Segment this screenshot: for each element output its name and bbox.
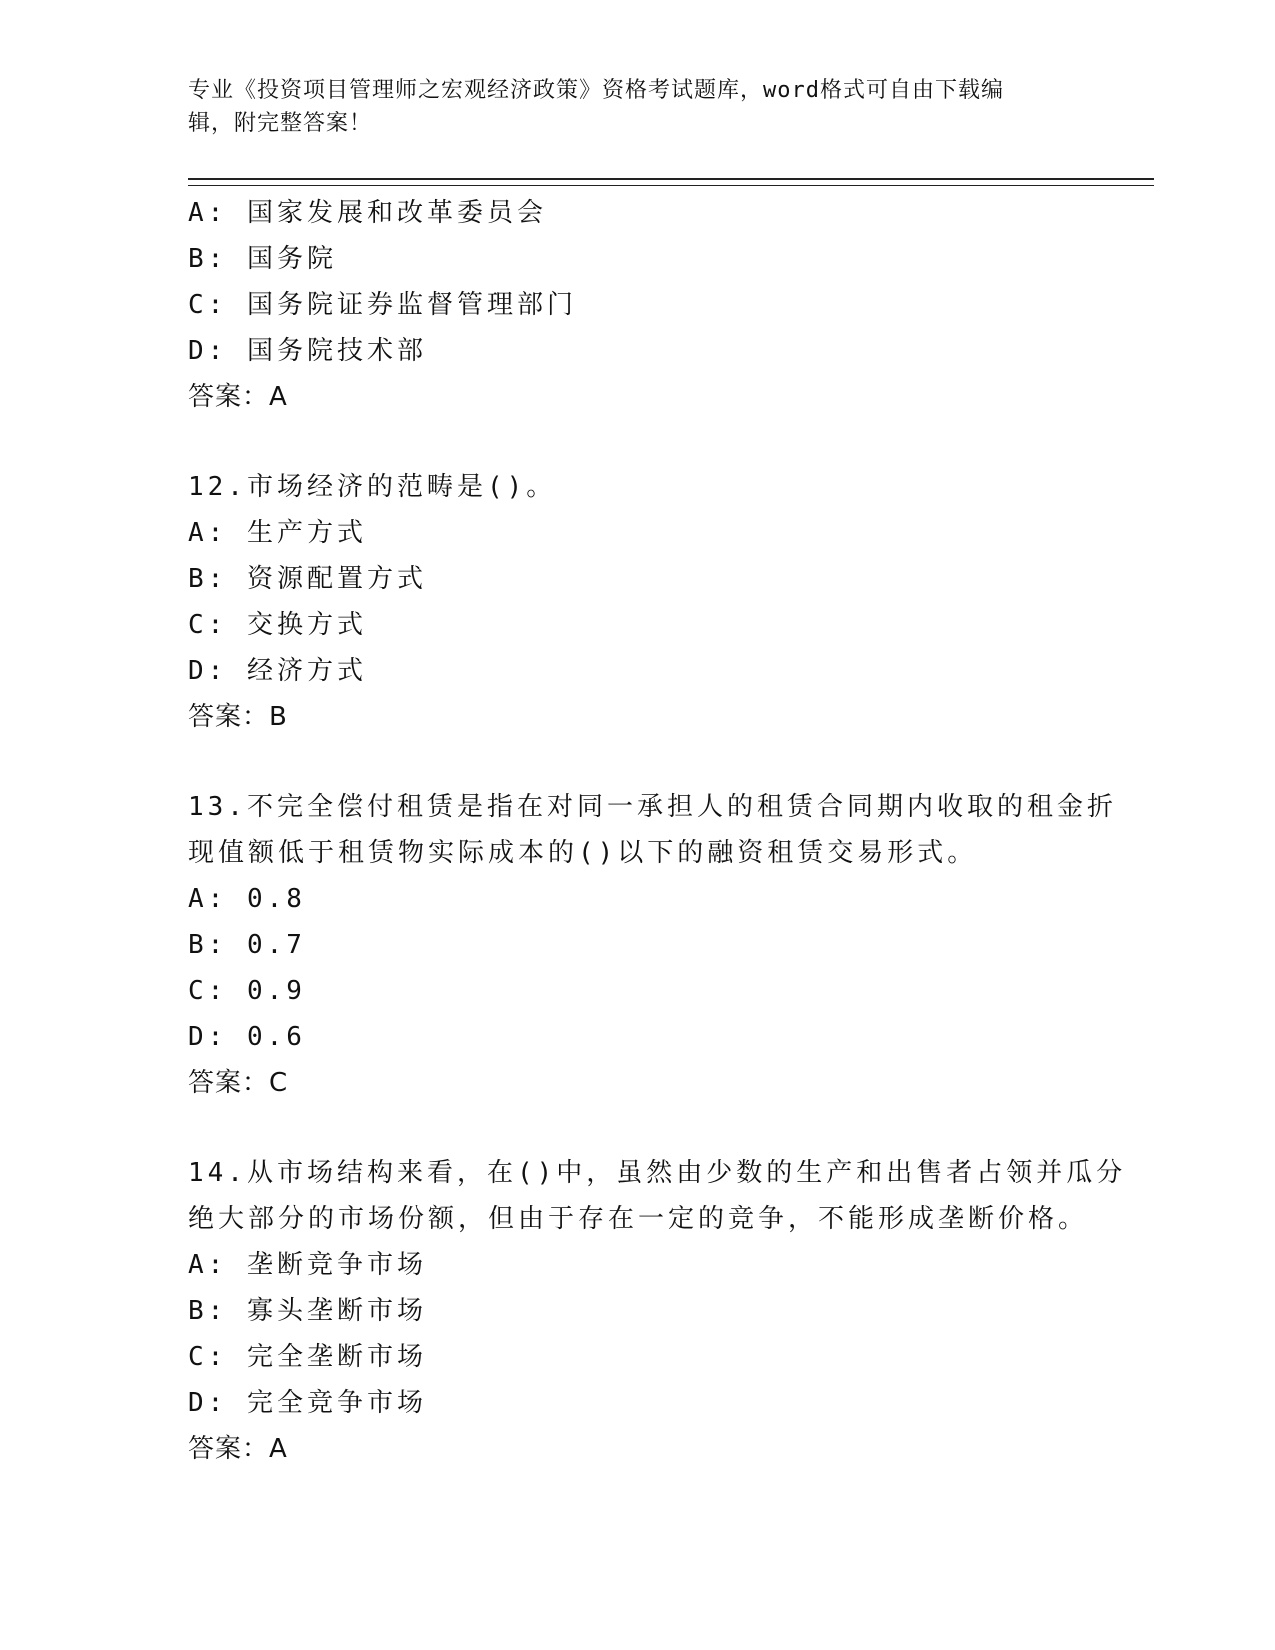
answer: 答案：A bbox=[188, 382, 288, 412]
option-a: A: 生产方式 bbox=[188, 518, 367, 548]
option-c: C: 交换方式 bbox=[188, 610, 367, 640]
option-c: C: 完全垄断市场 bbox=[188, 1342, 427, 1372]
answer: 答案：C bbox=[188, 1068, 289, 1098]
option-d: D: 国务院技术部 bbox=[188, 336, 427, 366]
question-stem-line: 现值额低于租赁物实际成本的()以下的融资租赁交易形式。 bbox=[188, 838, 978, 868]
option-d: D: 完全竞争市场 bbox=[188, 1388, 427, 1418]
question-13 bbox=[188, 784, 1117, 1106]
question-list bbox=[188, 190, 1127, 1472]
option-b: B: 0.7 bbox=[188, 930, 306, 960]
option-a: A: 0.8 bbox=[188, 884, 306, 914]
option-a: A: 垄断竞争市场 bbox=[188, 1250, 427, 1280]
answer: 答案：B bbox=[188, 702, 288, 732]
question-stem-line: 12.市场经济的范畴是()。 bbox=[188, 472, 557, 502]
document-header bbox=[188, 74, 1068, 140]
option-b: B: 国务院 bbox=[188, 244, 337, 274]
option-a: A: 国家发展和改革委员会 bbox=[188, 198, 547, 228]
answer: 答案：A bbox=[188, 1434, 288, 1464]
header-divider bbox=[188, 178, 1154, 186]
question-stem-line: 14.从市场结构来看，在()中，虽然由少数的生产和出售者占领并瓜分 bbox=[188, 1158, 1127, 1188]
question-stem bbox=[188, 1150, 1127, 1242]
question-stem-line: 绝大部分的市场份额，但由于存在一定的竞争，不能形成垄断价格。 bbox=[188, 1204, 1089, 1234]
option-d: D: 0.6 bbox=[188, 1022, 306, 1052]
option-c: C: 国务院证券监督管理部门 bbox=[188, 290, 577, 320]
question-stem bbox=[188, 464, 1088, 510]
question-stem bbox=[188, 784, 1117, 876]
option-d: D: 经济方式 bbox=[188, 656, 367, 686]
option-b: B: 资源配置方式 bbox=[188, 564, 427, 594]
header-line-1: 专业《投资项目管理师之宏观经济政策》资格考试题库，word格式可自由下载编 bbox=[188, 78, 1004, 103]
option-c: C: 0.9 bbox=[188, 976, 306, 1006]
question-14 bbox=[188, 1150, 1127, 1472]
option-b: B: 寡头垄断市场 bbox=[188, 1296, 427, 1326]
header-line-2: 辑，附完整答案！ bbox=[188, 111, 373, 136]
question-12 bbox=[188, 464, 1088, 740]
question-stem-line: 13.不完全偿付租赁是指在对同一承担人的租赁合同期内收取的租金折 bbox=[188, 792, 1117, 822]
question-11 bbox=[188, 190, 1088, 420]
